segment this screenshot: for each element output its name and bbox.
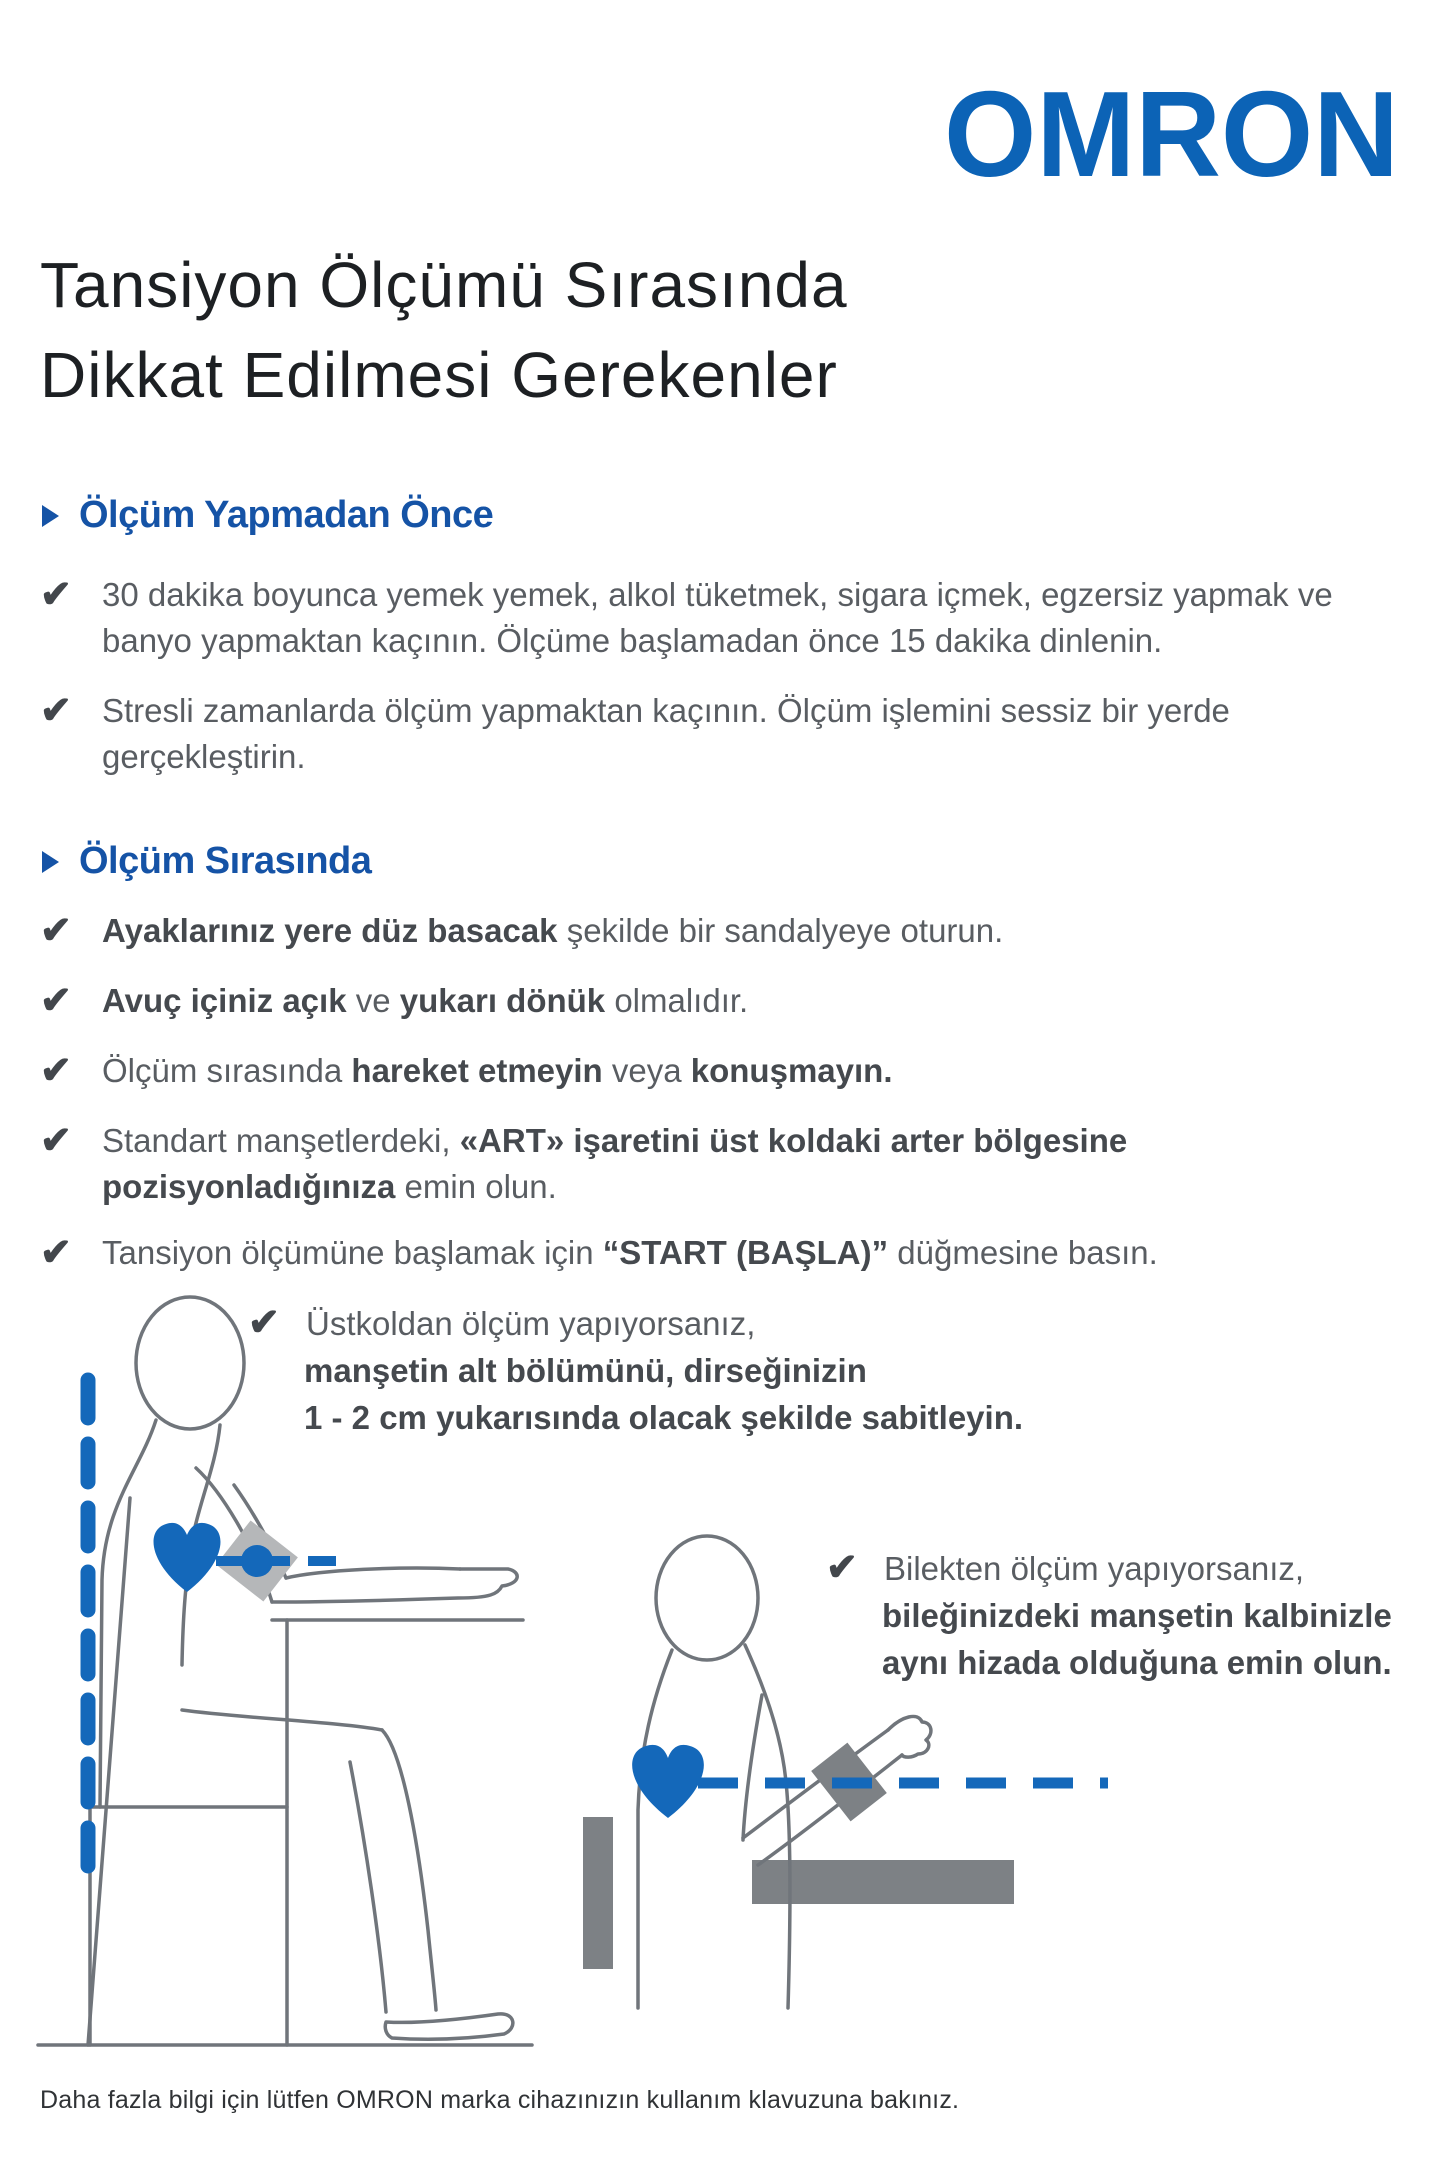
check-icon: ✔ [40,910,72,952]
check-icon: ✔ [248,1302,280,1344]
page-title [40,240,848,420]
bullet-stress [40,688,1370,780]
caption-line [248,1300,1023,1347]
bullet-start-button [40,1230,1370,1276]
check-icon: ✔ [40,980,72,1022]
bullet-text: Ölçüm sırasında hareket etmeyin veya konuşmayın. [102,1052,893,1089]
caption-line: bileğinizdeki manşetin kalbinizle [882,1597,1392,1634]
caption-text: Bilekten ölçüm yapıyorsanız, [884,1550,1305,1587]
caption-line: aynı hizada olduğuna emin olun. [882,1644,1392,1681]
front-torso-line [745,1645,790,2008]
back-line [638,1650,672,2008]
check-icon: ✔ [40,1232,72,1274]
bullet-text: Standart manşetlerdeki, «ART» işaretini üst koldaki arter bölgesine pozisyonladığınıza emin olun. [102,1122,1128,1205]
bullet-text: Avuç içiniz açık ve yukarı dönük olmalıdır. [102,982,749,1019]
check-icon: ✔ [40,574,72,616]
check-icon: ✔ [40,1050,72,1092]
caption-wrist [826,1545,1392,1686]
back-line [100,1420,156,1807]
upper-arm [743,1695,762,1840]
cuff-level-dot [241,1545,273,1577]
heart-icon [632,1745,704,1818]
caption-upperarm [248,1300,1023,1441]
check-icon: ✔ [826,1547,858,1589]
page-title-line2: Dikkat Edilmesi Gerekenler [40,339,838,411]
bullet-text: Tansiyon ölçümüne başlamak için “START (BAŞLA)” düğmesine basın. [102,1234,1158,1271]
bullet-feet-flat [40,908,1370,954]
bullet-text: Stresli zamanlarda ölçüm yapmaktan kaçının. Ölçüm işlemini sessiz bir yerde gerçekleştirin. [102,692,1230,775]
chair-back-bar [583,1817,613,1969]
page-title-line1: Tansiyon Ölçümü Sırasında [40,249,848,321]
check-icon: ✔ [40,690,72,732]
shin-front [382,1730,436,2010]
section-heading-before-label: Ölçüm Yapmadan Önce [79,494,494,536]
omron-logo-text: OMRON [944,76,1399,201]
check-icon: ✔ [40,1120,72,1162]
forearm-top [286,1568,460,1578]
bullet-text: Ayaklarınız yere düz basacak şekilde bir sandalyeye oturun. [102,912,1004,949]
caption-line: manşetin alt bölümünü, dirseğinizin [304,1352,867,1389]
hand-outline [888,1716,931,1757]
caption-text: Üstkoldan ölçüm yapıyorsanız, [306,1305,756,1342]
bullet-text: 30 dakika boyunca yemek yemek, alkol tüketmek, sigara içmek, egzersiz yapmak ve banyo yapmaktan kaçının. Ölçüme başlamadan önce 15 dakika dinlenin. [102,576,1333,659]
caption-line: 1 - 2 cm yukarısında olacak şekilde sabitleyin. [304,1399,1024,1436]
thigh-top [182,1710,382,1730]
section-heading-before [42,494,493,537]
chair-seat-box [90,1807,287,2045]
heart-icon [154,1523,221,1592]
head-outline [656,1536,758,1660]
head-outline [136,1297,244,1429]
bullet-no-move-talk [40,1048,1370,1094]
section-heading-during [42,840,371,883]
bullet-30-minutes [40,572,1370,664]
arrow-right-icon [42,505,59,527]
caption-line [826,1545,1392,1592]
omron-logo-svg [944,76,1404,201]
bullet-palm-open [40,978,1370,1024]
bullet-art-mark [40,1118,1280,1210]
arrow-right-icon [42,851,59,873]
section-heading-during-label: Ölçüm Sırasında [79,840,372,882]
omron-logo [944,76,1404,206]
shin-back [350,1762,386,2012]
footer-note: Daha fazla bilgi için lütfen OMRON marka cihazınızın kullanım klavuzuna bakınız. [40,2086,960,2114]
